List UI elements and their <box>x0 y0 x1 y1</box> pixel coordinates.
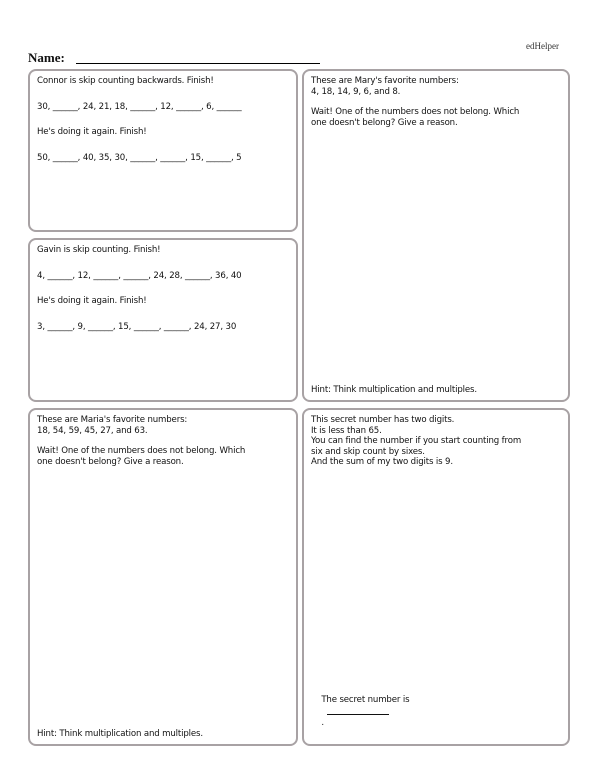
mary-question-1: Wait! One of the numbers does not belong. Which <box>311 107 520 117</box>
secret-answer-label: The secret number is <box>321 695 410 705</box>
secret-line-1: This secret number has two digits. <box>311 415 455 425</box>
mary-line-1: These are Mary's favorite numbers: <box>311 76 459 86</box>
connor-prompt-2: He's doing it again. Finish! <box>37 127 147 137</box>
mary-question-2: one doesn't belong? Give a reason. <box>311 117 458 128</box>
maria-question-2: one doesn't belong? Give a reason. <box>37 456 184 467</box>
connor-skip-count-box <box>28 69 298 232</box>
secret-line-5: And the sum of my two digits is 9. <box>311 457 453 467</box>
maria-line-2: 18, 54, 59, 45, 27, and 63. <box>37 425 148 436</box>
connor-prompt-1: Connor is skip counting backwards. Finish! <box>37 76 214 86</box>
name-label: Name: <box>28 50 65 65</box>
maria-numbers-box <box>28 408 298 746</box>
maria-question-1: Wait! One of the numbers does not belong. Which <box>37 446 246 456</box>
gavin-sequence-1[interactable]: 4, ______, 12, ______, ______, 24, 28, ______, 36, 40 <box>37 270 242 281</box>
gavin-sequence-2[interactable]: 3, ______, 9, ______, 15, ______, ______, 24, 27, 30 <box>37 321 237 332</box>
maria-line-1: These are Maria's favorite numbers: <box>37 415 188 425</box>
maria-hint: Hint: Think multiplication and multiples. <box>37 728 203 739</box>
secret-line-2: It is less than 65. <box>311 425 382 436</box>
gavin-skip-count-box <box>28 238 298 402</box>
secret-line-4: six and skip count by sixes. <box>311 446 425 457</box>
secret-number-box <box>302 408 570 746</box>
brand-label: edHelper <box>526 41 559 51</box>
gavin-prompt-2: He's doing it again. Finish! <box>37 296 147 306</box>
mary-hint: Hint: Think multiplication and multiples. <box>311 384 477 395</box>
secret-answer-row <box>311 685 409 740</box>
mary-line-2: 4, 18, 14, 9, 6, and 8. <box>311 86 401 97</box>
gavin-prompt-1: Gavin is skip counting. Finish! <box>37 245 161 255</box>
secret-line-3: You can find the number if you start counting from <box>311 436 522 446</box>
secret-answer-blank[interactable] <box>327 706 389 715</box>
connor-sequence-2[interactable]: 50, ______, 40, 35, 30, ______, ______, 15, ______, 5 <box>37 152 242 163</box>
secret-answer-end: . <box>321 718 324 728</box>
mary-numbers-box <box>302 69 570 402</box>
name-input-line[interactable] <box>76 63 320 64</box>
connor-sequence-1[interactable]: 30, ______, 24, 21, 18, ______, 12, ______, 6, ______ <box>37 101 242 112</box>
